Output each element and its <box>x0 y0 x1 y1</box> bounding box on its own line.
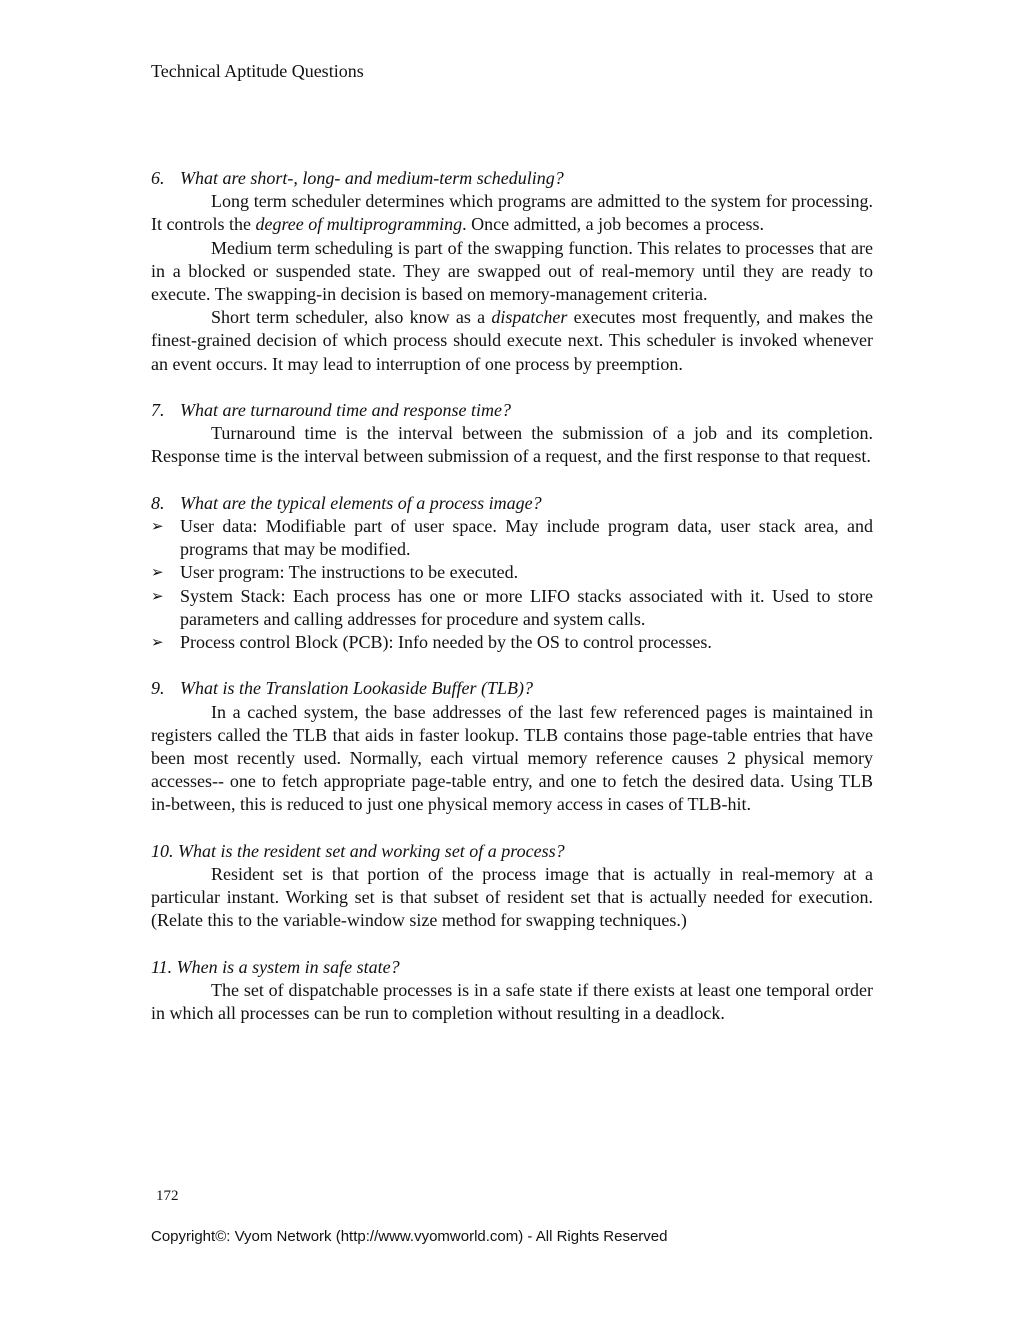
document-body <box>151 167 873 1025</box>
question-11-heading <box>151 956 873 979</box>
list-item-text: User program: The instructions to be executed. <box>180 562 519 583</box>
list-item-text: Process control Block (PCB): Info needed by the OS to control processes. <box>180 632 712 653</box>
question-text: When is a system in safe state? <box>176 956 400 977</box>
question-10-section <box>151 840 873 933</box>
question-number: 6. <box>151 168 165 188</box>
answer-text: . Once admitted, a job becomes a process. <box>462 214 765 235</box>
answer-paragraph: In a cached system, the base addresses of the last few referenced pages is maintained in registers called the TLB that aids in faster lookup. TLB contains those page-table entries that have been most recently used. Normally, each virtual memory reference causes 2 physical memory accesses-- one to fetch appropriate page-table entry, and one to fetch the desired data. Using TLB in-between, this is reduced to just one physical memory access in cases of TLB-hit. <box>151 701 873 815</box>
answer-paragraph: Medium term scheduling is part of the swapping function. This relates to processes that are in a blocked or suspended state. They are swapped out of real-memory until they are ready to execute. The swapping-in decision is based on memory-management criteria. <box>151 237 873 305</box>
list-item <box>151 585 873 631</box>
list-item <box>151 515 873 561</box>
answer-paragraph: Turnaround time is the interval between the submission of a job and its completion. Response time is the interval between submission of a request, and the first response to that request. <box>151 423 873 467</box>
question-9-heading <box>151 677 873 700</box>
question-text: What are short-, long- and medium-term scheduling? <box>180 168 564 188</box>
process-image-list <box>151 515 873 654</box>
question-text: What is the resident set and working set of a process? <box>178 840 565 861</box>
question-text: What is the Translation Lookaside Buffer (TLB)? <box>180 678 534 699</box>
question-number: 11. <box>151 956 173 977</box>
question-number: 10. <box>151 840 174 861</box>
question-7-section <box>151 399 873 469</box>
question-6-heading <box>151 167 873 190</box>
copyright-footer: Copyright©: Vyom Network (http://www.vyomworld.com) - All Rights Reserved <box>151 1228 668 1245</box>
answer-paragraph: The set of dispatchable processes is in a safe state if there exists at least one temporal order in which all processes can be run to completion without resulting in a deadlock. <box>151 980 873 1024</box>
question-text: What are the typical elements of a process image? <box>180 492 542 513</box>
question-11-section <box>151 956 873 1026</box>
running-header: Technical Aptitude Questions <box>151 61 364 81</box>
emphasized-term: dispatcher <box>491 307 568 328</box>
question-text: What are turnaround time and response time? <box>180 400 511 421</box>
list-item-text: System Stack: Each process has one or more LIFO stacks associated with it. Used to store parameters and calling addresses for procedure and system calls. <box>180 585 873 629</box>
question-8-heading <box>151 492 873 515</box>
question-number: 8. <box>151 492 165 513</box>
question-6-section <box>151 167 873 376</box>
list-item-text: User data: Modifiable part of user space. May include program data, user stack area, and programs that may be modified. <box>180 516 873 560</box>
question-7-heading <box>151 399 873 422</box>
arrow-bullet-icon: ➢ <box>151 517 164 536</box>
page-number: 172 <box>156 1188 179 1204</box>
answer-text: Long term scheduler determines which programs are admitted to the system for processing. It controls the <box>151 191 873 235</box>
list-item <box>151 561 873 584</box>
question-number: 9. <box>151 678 165 699</box>
answer-text: executes most frequently, and makes the finest-grained decision of which process should execute next. This scheduler is invoked whenever an event occurs. It may lead to interruption of one process by preemption. <box>151 307 873 374</box>
emphasized-term: degree of multiprogramming <box>255 214 463 235</box>
question-number: 7. <box>151 400 165 421</box>
arrow-bullet-icon: ➢ <box>151 633 164 652</box>
answer-text: Short term scheduler, also know as a <box>211 307 492 328</box>
arrow-bullet-icon: ➢ <box>151 563 164 582</box>
answer-paragraph: Resident set is that portion of the process image that is actually in real-memory at a particular instant. Working set is that subset of resident set that is actually needed for execution. (Relate this to the variable-window size method for swapping techniques.) <box>151 864 873 931</box>
list-item <box>151 631 873 654</box>
question-9-section <box>151 677 873 816</box>
arrow-bullet-icon: ➢ <box>151 586 164 605</box>
question-10-heading <box>151 840 873 863</box>
question-8-section <box>151 492 873 654</box>
answer-paragraph <box>151 306 873 376</box>
answer-paragraph <box>151 190 873 236</box>
